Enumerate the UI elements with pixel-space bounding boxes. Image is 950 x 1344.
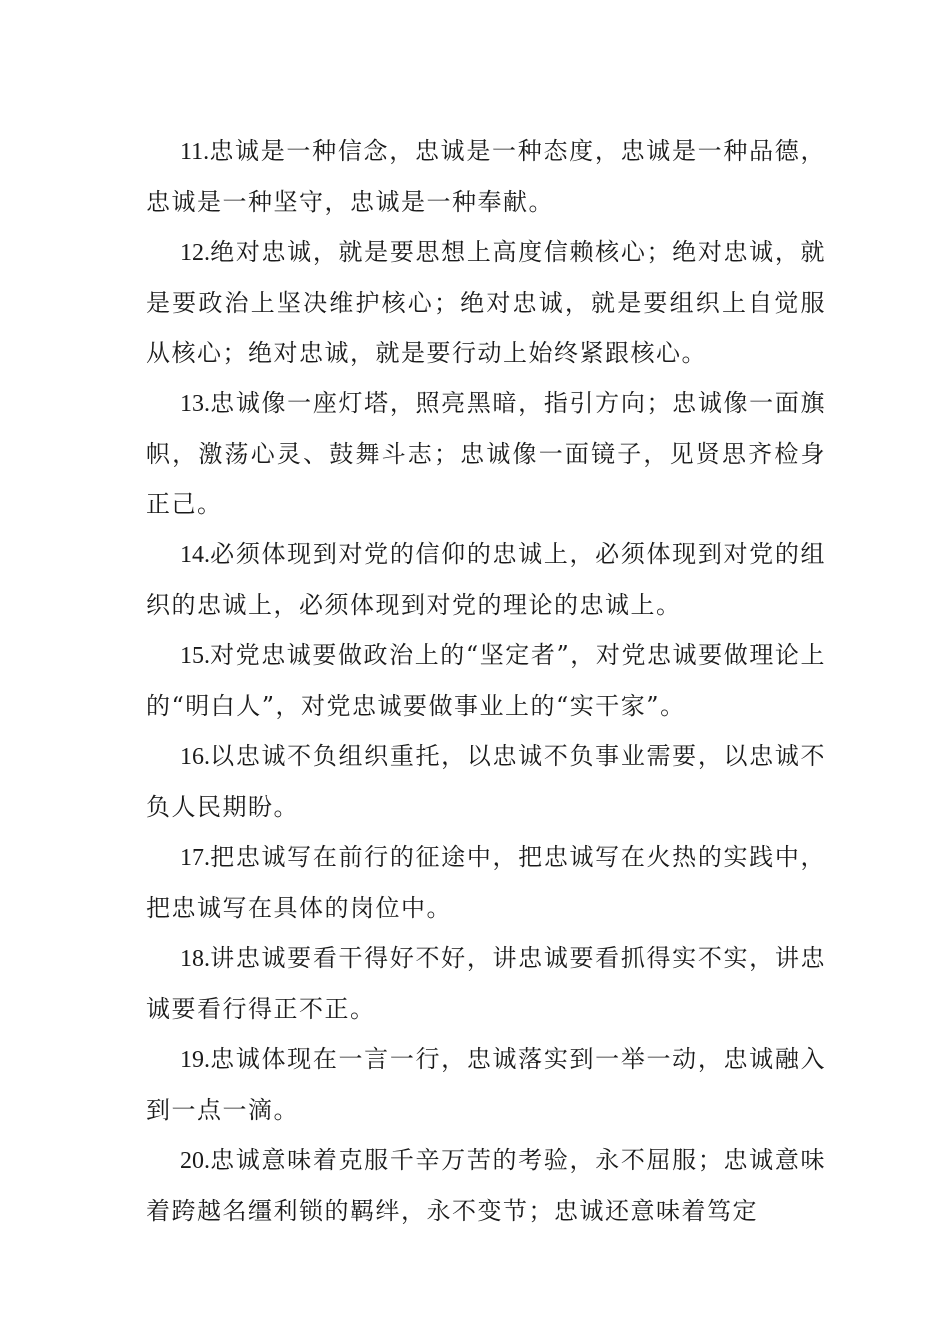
paragraph-number: 12. (180, 240, 210, 266)
paragraph-number: 16. (180, 744, 210, 770)
paragraph-text: 绝对忠诚，就是要思想上高度信赖核心；绝对忠诚，就是要政治上坚决维护核心；绝对忠诚，就是要组织上自觉服从核心；绝对忠诚，就是要行动上始终紧跟核心。 (146, 238, 826, 367)
paragraph-19 (146, 1034, 826, 1135)
paragraph-number: 14. (180, 542, 210, 568)
paragraph-text: 把忠诚写在前行的征途中，把忠诚写在火热的实践中，把忠诚写在具体的岗位中。 (146, 843, 826, 922)
paragraph-text: 忠诚体现在一言一行，忠诚落实到一举一动，忠诚融入到一点一滴。 (146, 1045, 826, 1124)
paragraph-text: 以忠诚不负组织重托，以忠诚不负事业需要，以忠诚不负人民期盼。 (146, 742, 826, 821)
paragraph-11 (146, 126, 826, 227)
paragraph-text: 忠诚意味着克服千辛万苦的考验，永不屈服；忠诚意味着跨越名缰利锁的羁绊，永不变节；忠诚还意味着笃定 (146, 1146, 826, 1225)
paragraph-12 (146, 227, 826, 378)
paragraph-number: 15. (180, 643, 210, 669)
paragraph-15 (146, 630, 826, 731)
paragraph-text: 讲忠诚要看干得好不好，讲忠诚要看抓得实不实，讲忠诚要看行得正不正。 (146, 944, 826, 1023)
paragraph-number: 18. (180, 946, 210, 972)
paragraph-number: 19. (180, 1047, 210, 1073)
paragraph-18 (146, 933, 826, 1034)
paragraph-16 (146, 731, 826, 832)
paragraph-number: 20. (180, 1148, 210, 1174)
paragraph-20 (146, 1135, 826, 1236)
paragraph-text: 忠诚像一座灯塔，照亮黑暗，指引方向；忠诚像一面旗帜，激荡心灵、鼓舞斗志；忠诚像一面镜子，见贤思齐检身正己。 (146, 389, 826, 518)
paragraph-text: 对党忠诚要做政治上的“坚定者”，对党忠诚要做理论上的“明白人”，对党忠诚要做事业上的“实干家”。 (146, 641, 826, 720)
paragraph-text: 忠诚是一种信念，忠诚是一种态度，忠诚是一种品德，忠诚是一种坚守，忠诚是一种奉献。 (146, 137, 826, 216)
paragraph-number: 13. (180, 391, 210, 417)
paragraph-number: 11. (180, 139, 210, 165)
document-body (146, 126, 826, 1236)
paragraph-text: 必须体现到对党的信仰的忠诚上，必须体现到对党的组织的忠诚上，必须体现到对党的理论的忠诚上。 (146, 540, 826, 619)
paragraph-number: 17. (180, 845, 210, 871)
paragraph-17 (146, 832, 826, 933)
paragraph-13 (146, 378, 826, 529)
paragraph-14 (146, 529, 826, 630)
